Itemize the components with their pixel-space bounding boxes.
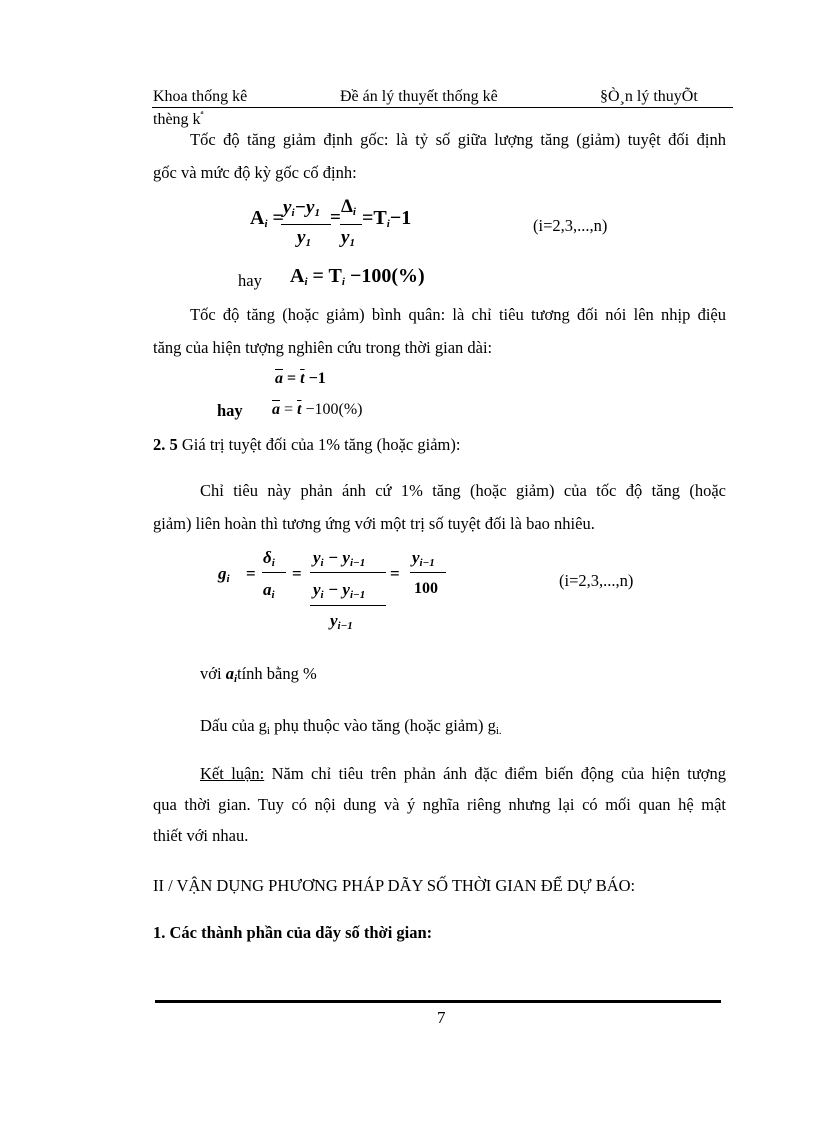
para1-line2: gốc và mức độ kỳ gốc cố định:: [153, 163, 357, 182]
f3-top-num: $y_i - y_{i-1}$: [313, 548, 366, 569]
f1-eq2: =: [330, 207, 341, 228]
note-sign-gi: Dấu của $g_i$ phụ thuộc vào tăng (hoặc giảm) $g_{i.}$: [200, 716, 502, 737]
f3-eq2: =: [292, 564, 302, 583]
f2-line1: $\overline{a} = \overline{t} -1$: [275, 370, 326, 387]
header-left: Khoa thống kê: [153, 88, 248, 105]
section-2-5: 2. 5 Giá trị tuyệt đối của 1% tăng (hoặc giảm):: [153, 435, 461, 454]
header-center: Đề án lý thuyết thống kê: [340, 88, 498, 105]
f3-bar-right: [410, 572, 446, 573]
f3-delta: $\delta_i$: [263, 548, 275, 569]
f1-num2: $\Delta_i$: [341, 196, 356, 218]
f1-den1: $y_1$: [297, 227, 311, 249]
f3-mid-num: $y_i - y_{i-1}$: [313, 580, 366, 601]
header-overflow: thèng $k^ª$: [153, 109, 204, 128]
subsection-1-title: 1. Các thành phần của dãy số thời gian:: [153, 923, 433, 942]
f1-den2: $y_1$: [341, 227, 355, 249]
footer-rule: [155, 1000, 721, 1003]
f1-bar1: [281, 224, 331, 225]
f3-eq3: =: [390, 564, 400, 583]
f1b-expr: $A_i = T_i -100(\%)$: [290, 265, 425, 288]
para3-line1: Chỉ tiêu này phản ánh cứ 1% tăng (hoặc giảm) của tốc độ tăng (hoặc: [200, 481, 726, 500]
conclusion-line1: Kết luận: Năm chỉ tiêu trên phản ánh đặc điểm biến động của hiện tượng: [200, 764, 726, 783]
f1b-hay: hay: [238, 271, 262, 290]
section-ii-title: II / VẬN DỤNG PHƯƠNG PHÁP DÃY SỐ THỜI GIAN ĐỂ DỰ BÁO:: [153, 876, 636, 895]
f3-bar-inner: [310, 605, 386, 606]
f3-a: $a_i$: [263, 580, 275, 601]
header-rule: [152, 107, 733, 108]
note-ai-percent: với $a_itính$ bằng %: [200, 664, 317, 685]
f2-hay: hay: [217, 401, 243, 420]
para3-line2: giảm) liên hoàn thì tương ứng với một trị số tuyệt đối là bao nhiêu.: [153, 514, 595, 533]
para1-line1: Tốc độ tăng giảm định gốc: là tỷ số giữa lượng tăng (giảm) tuyệt đối định: [190, 130, 726, 149]
f1-condition: (i=2,3,...,n): [533, 216, 608, 235]
f3-right-den: 100: [414, 580, 438, 597]
para2-line2: tăng của hiện tượng nghiên cứu trong thời gian dài:: [153, 338, 493, 357]
f1-num1: $y_i-y_1$: [283, 197, 320, 219]
header-right: §Ò¸n lý thuyÕt: [600, 88, 698, 105]
f3-eq1: =: [246, 564, 256, 583]
f3-bottom: $y_{i-1}$: [330, 611, 353, 632]
conclusion-line2: qua thời gian. Tuy có nội dung và ý nghĩa riêng nhưng lại có mối quan hệ mật: [153, 795, 726, 814]
f3-condition: (i=2,3,...,n): [559, 571, 634, 590]
f1-lhs: $A_i$ =: [250, 207, 284, 230]
f3-g: $g_i$: [218, 564, 230, 585]
f1-rhs: $=T_i-1$: [362, 207, 412, 230]
f3-bar-main: [310, 572, 386, 573]
page-number: 7: [437, 1008, 446, 1027]
para2-line1: Tốc độ tăng (hoặc giảm) bình quân: là chỉ tiêu tương đối nói lên nhịp điệu: [190, 305, 726, 324]
f3-bar-left: [262, 572, 286, 573]
f2-line2: $\overline{a} = \overline{t} -100(\%)$: [272, 401, 363, 418]
conclusion-label: Kết luận:: [200, 764, 265, 783]
conclusion-line3: thiết với nhau.: [153, 826, 249, 845]
f1-bar2: [340, 224, 362, 225]
f3-right-num: $y_{i-1}$: [412, 548, 435, 569]
